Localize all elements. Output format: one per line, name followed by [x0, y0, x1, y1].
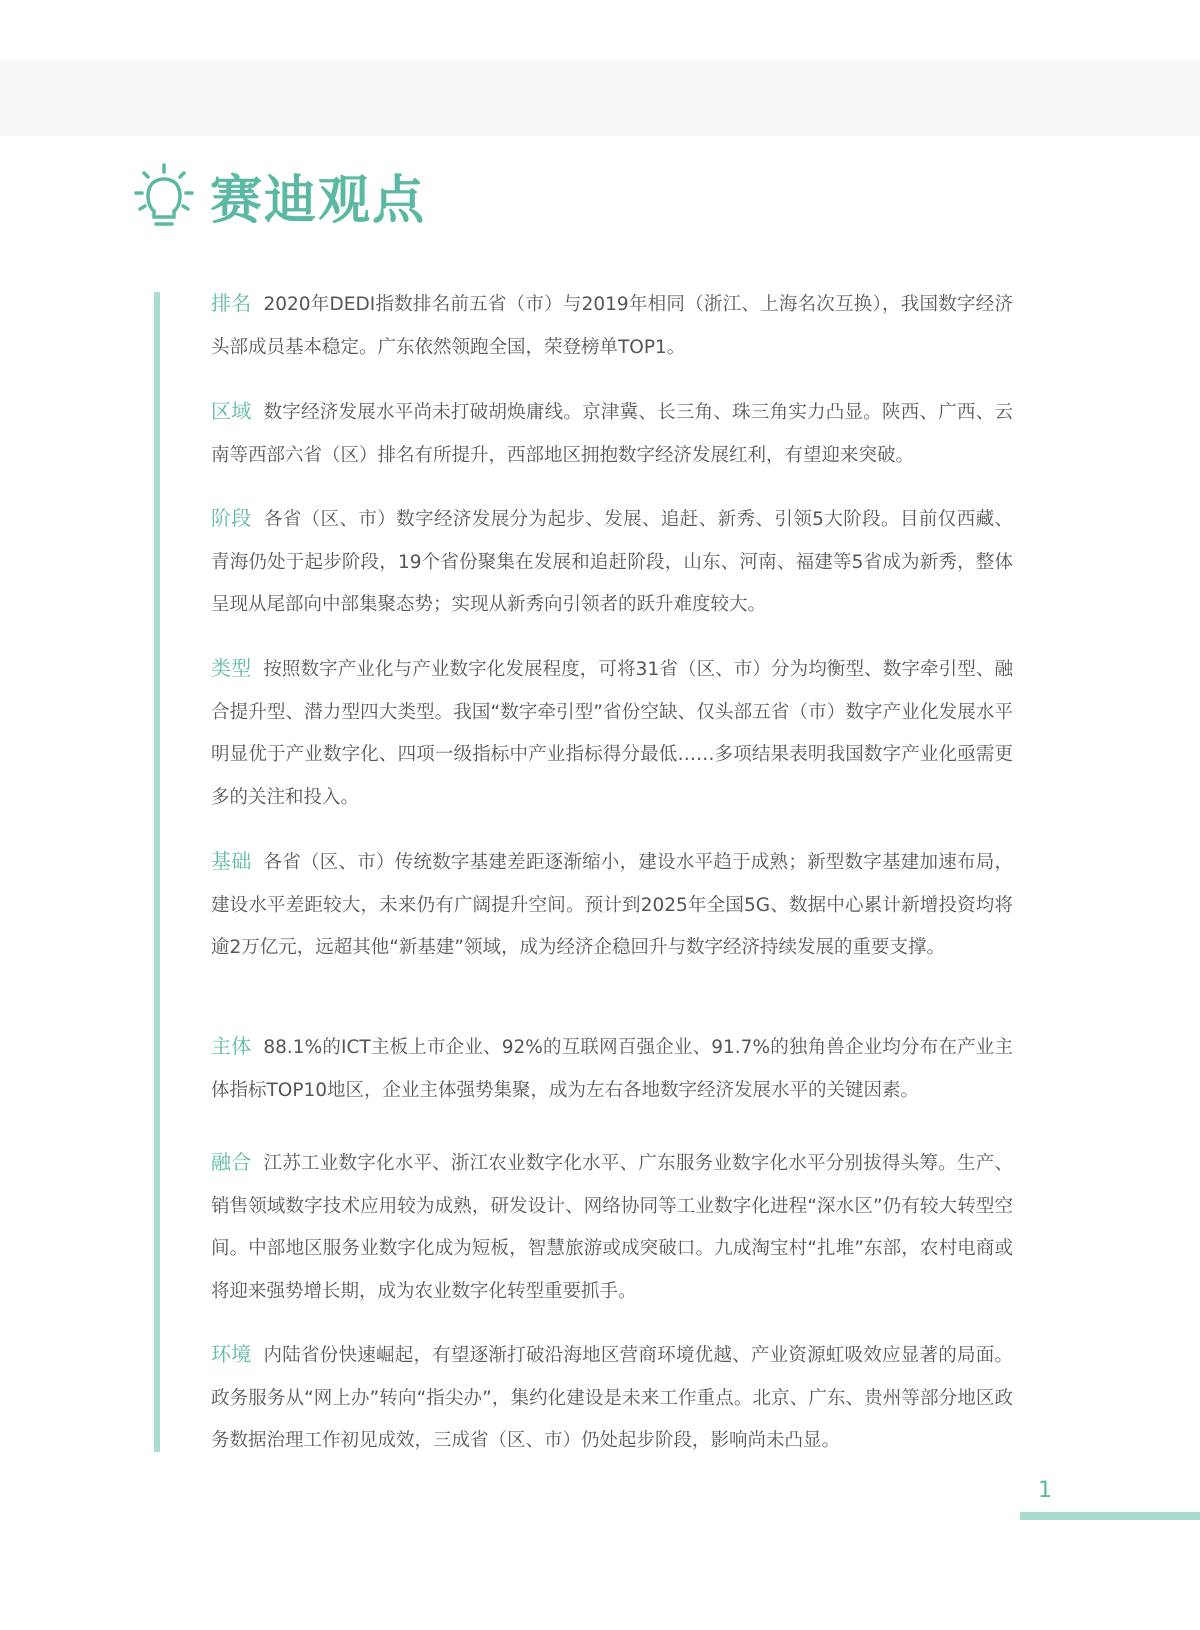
paragraph-integration [211, 1141, 1013, 1313]
keyword: 类型 [211, 656, 252, 680]
keyword: 基础 [211, 849, 252, 873]
keyword: 主体 [211, 1034, 252, 1058]
page-number-bar [1020, 1512, 1200, 1520]
accent-bar [154, 292, 160, 1452]
keyword: 融合 [211, 1150, 252, 1174]
paragraph-foundation [211, 840, 1013, 970]
paragraph-text: 数字经济发展水平尚未打破胡焕庸线。京津冀、长三角、珠三角实力凸显。陕西、广西、云南等西部六省（区）排名有所提升，西部地区拥抱数字经济发展红利，有望迎来突破。 [211, 402, 1014, 466]
paragraph-text: 各省（区、市）传统数字基建差距逐渐缩小，建设水平趋于成熟；新型数字基建加速布局，建设水平差距较大，未来仍有广阔提升空间。预计到2025年全国5G、数据中心累计新增投资均将逾2万亿元，远超其他“新基建”领域，成为经济企稳回升与数字经济持续发展的重要支撑。 [211, 852, 1014, 958]
paragraph-text: 88.1%的ICT主板上市企业、92%的互联网百强企业、91.7%的独角兽企业均分布在产业主体指标TOP10地区，企业主体强势集聚，成为左右各地数字经济发展水平的关键因素。 [211, 1037, 1014, 1101]
lightbulb-icon [132, 163, 196, 229]
paragraph-text: 各省（区、市）数字经济发展分为起步、发展、追赶、新秀、引领5大阶段。目前仅西藏、青海仍处于起步阶段，19个省份聚集在发展和追赶阶段，山东、河南、福建等5省成为新秀，整体呈现从尾部向中部集聚态势；实现从新秀向引领者的跃升难度较大。 [211, 509, 1014, 615]
paragraph-environment [211, 1333, 1013, 1463]
paragraph-text: 内陆省份快速崛起，有望逐渐打破沿海地区营商环境优越、产业资源虹吸效应显著的局面。政务服务从“网上办”转向“指尖办”，集约化建设是未来工作重点。北京、广东、贵州等部分地区政务数据治理工作初见成效，三成省（区、市）仍处起步阶段，影响尚未凸显。 [211, 1345, 1014, 1451]
paragraph-stage [211, 497, 1013, 627]
section-heading [132, 158, 426, 233]
paragraph-subject [211, 1025, 1013, 1112]
keyword: 区域 [211, 399, 252, 423]
page-number: 1 [1038, 1478, 1052, 1503]
top-band [0, 60, 1200, 136]
keyword: 环境 [211, 1342, 252, 1366]
keyword: 阶段 [211, 506, 252, 530]
paragraph-type [211, 647, 1013, 819]
paragraph-text: 江苏工业数字化水平、浙江农业数字化水平、广东服务业数字化水平分别拔得头筹。生产、销售领域数字技术应用较为成熟，研发设计、网络协同等工业数字化进程“深水区”仍有较大转型空间。中部地区服务业数字化成为短板，智慧旅游或成突破口。九成淘宝村“扎堆”东部，农村电商或将迎来强势增长期，成为农业数字化转型重要抓手。 [211, 1153, 1014, 1302]
paragraph-ranking [211, 282, 1013, 369]
paragraph-region [211, 390, 1013, 477]
keyword: 排名 [211, 291, 252, 315]
page-title: 赛迪观点 [210, 171, 427, 231]
paragraph-text: 2020年DEDI指数排名前五省（市）与2019年相同（浙江、上海名次互换），我国数字经济头部成员基本稳定。广东依然领跑全国，荣登榜单TOP1。 [211, 294, 1013, 358]
paragraph-text: 按照数字产业化与产业数字化发展程度，可将31省（区、市）分为均衡型、数字牵引型、融合提升型、潜力型四大类型。我国“数字牵引型”省份空缺、仅头部五省（市）数字产业化发展水平明显优于产业数字化、四项一级指标中产业指标得分最低……多项结果表明我国数字产业化亟需更多的关注和投入。 [211, 659, 1014, 808]
